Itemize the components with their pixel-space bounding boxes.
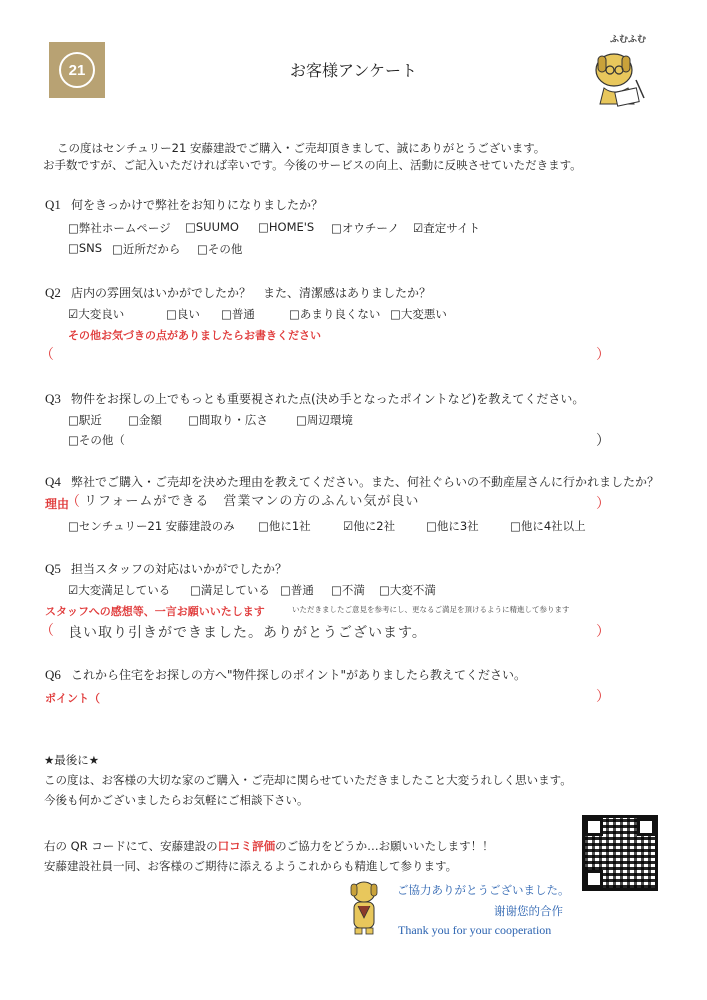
q1-option[interactable]: □弊社ホームページ: [68, 221, 171, 235]
q5-handwritten-answer: 良い取り引きができました。ありがとうございます。: [68, 625, 427, 641]
question-number: Q4: [45, 474, 61, 489]
closing-line-3-a: 右の QR コードにて、安藤建設の: [44, 839, 218, 853]
q5-request: スタッフへの感想等、一言お願いいたします: [45, 605, 265, 618]
q1-option[interactable]: □オウチーノ: [331, 221, 400, 235]
question-text: 弊社でご購入・ご売却を決めた理由を教えてください。また、何社ぐらいの不動産屋さんに行かれましたか？: [71, 475, 660, 489]
q1-option[interactable]: □SNS: [68, 241, 103, 255]
q5-request-note: いただきましたご意見を参考にし、更なるご満足を頂けるように精進して参ります: [292, 605, 570, 614]
qr-code[interactable]: [582, 815, 658, 891]
q1-option[interactable]: □HOME'S: [258, 220, 315, 234]
q4-reason-label: 理由: [45, 497, 70, 511]
question-number: Q1: [45, 197, 61, 212]
question-text: 担当スタッフの対応はいかがでしたか？: [71, 562, 288, 576]
closing-line-3-b: のご協力をどうか…お願いいたします！！: [275, 839, 494, 853]
q5-option[interactable]: □普通: [280, 583, 314, 597]
q5-close-paren: ）: [596, 624, 610, 640]
q2-option-checked[interactable]: ☑大変良い: [68, 307, 125, 321]
closing-line-4: 安藤建設社員一同、お客様のご期待に添えるようこれからも精進して参ります。: [44, 859, 458, 873]
q1-option[interactable]: □SUUMO: [185, 220, 239, 234]
q2-note: その他お気づきの点がありましたらお書きください: [68, 329, 321, 342]
q2-open-paren: （: [40, 347, 54, 363]
qr-finder: [585, 818, 603, 836]
q5-open-paren: （: [40, 623, 54, 639]
bottom-mascot-illustration: [344, 878, 384, 936]
question-6: [45, 666, 526, 683]
question-number: Q3: [45, 391, 61, 406]
closing-review-highlight: 口コミ評価: [217, 839, 276, 853]
question-number: Q5: [45, 561, 61, 576]
question-number: Q6: [45, 667, 61, 682]
question-1: [45, 196, 323, 213]
question-number: Q2: [45, 285, 61, 300]
closing-heading: ★最後に★: [44, 753, 100, 767]
thanks-english: Thank you for your cooperation: [398, 923, 552, 937]
q1-option[interactable]: □近所だから: [112, 242, 181, 256]
q2-option[interactable]: □大変悪い: [390, 307, 447, 321]
mascot-dog-illustration: [586, 32, 666, 110]
q3-close-paren: ）: [596, 433, 610, 449]
q5-option-checked[interactable]: ☑大変満足している: [68, 583, 171, 597]
q4-option[interactable]: □他に3社: [426, 519, 479, 533]
q3-option[interactable]: □金額: [128, 413, 162, 427]
q3-option[interactable]: □駅近: [68, 413, 102, 427]
logo-text: 21: [59, 52, 95, 88]
intro-line-2: お手数ですが、ご記入いただければ幸いです。今後のサービスの向上、活動に反映させていただきます。: [43, 158, 582, 172]
question-3: [45, 390, 584, 407]
q4-option[interactable]: □他に4社以上: [510, 519, 586, 533]
closing-line-1: この度は、お客様の大切な家のご購入・ご売却に関らせていただきましたこと大変うれしく思います。: [44, 773, 572, 787]
q1-option-checked[interactable]: ☑査定サイト: [413, 221, 481, 235]
question-text: 物件をお探しの上でもっとも重要視された点(決め手となったポイントなど)を教えてください。: [71, 392, 585, 406]
intro-line-1: この度はセンチュリー21 安藤建設でご購入・ご売却頂きまして、誠にありがとうございます。: [57, 141, 546, 155]
mascot-caption: ふむふむ: [610, 35, 647, 45]
q3-option[interactable]: □周辺環境: [296, 413, 353, 427]
q2-option[interactable]: □あまり良くない: [289, 307, 381, 321]
closing-line-2: 今後も何かございましたらお気軽にご相談下さい。: [44, 793, 309, 807]
question-text: これから住宅をお探しの方へ"物件探しのポイント"がありましたら教えてください。: [71, 668, 527, 682]
q5-option[interactable]: □不満: [331, 583, 365, 597]
thanks-japanese: ご協力ありがとうございました。: [397, 883, 570, 897]
question-text: 店内の雰囲気はいかがでしたか？ また、清潔感はありましたか？: [71, 286, 432, 300]
question-4: [45, 473, 659, 490]
qr-finder: [585, 870, 603, 888]
q1-option[interactable]: □その他: [197, 242, 243, 256]
q4-option-checked[interactable]: ☑他に2社: [343, 519, 396, 533]
thanks-chinese: 谢谢您的合作: [494, 904, 563, 918]
q5-option[interactable]: □満足している: [190, 583, 270, 597]
question-text: 何をきっかけで弊社をお知りになりましたか？: [71, 198, 324, 212]
question-5: [45, 560, 287, 577]
q6-label: ポイント（: [45, 692, 100, 705]
q3-other[interactable]: □その他（: [68, 433, 125, 447]
question-2: [45, 284, 431, 301]
q2-close-paren: ）: [596, 347, 610, 363]
q2-option[interactable]: □良い: [166, 307, 200, 321]
qr-finder: [637, 818, 655, 836]
q4-close-paren: ）: [596, 496, 610, 512]
q4-handwritten-answer: リフォームができる 営業マンの方のふんい気が良い: [84, 494, 420, 509]
q4-option[interactable]: □他に1社: [258, 519, 311, 533]
q6-close-paren: ）: [596, 689, 610, 705]
q4-option[interactable]: □センチュリー21 安藤建設のみ: [68, 519, 235, 533]
q5-option[interactable]: □大変不満: [379, 583, 436, 597]
q2-option[interactable]: □普通: [221, 307, 255, 321]
q3-option[interactable]: □間取り・広さ: [188, 413, 268, 427]
closing-line-3: [44, 838, 494, 854]
q4-open-paren: （: [66, 494, 80, 510]
page-title: お客様アンケート: [289, 61, 418, 80]
